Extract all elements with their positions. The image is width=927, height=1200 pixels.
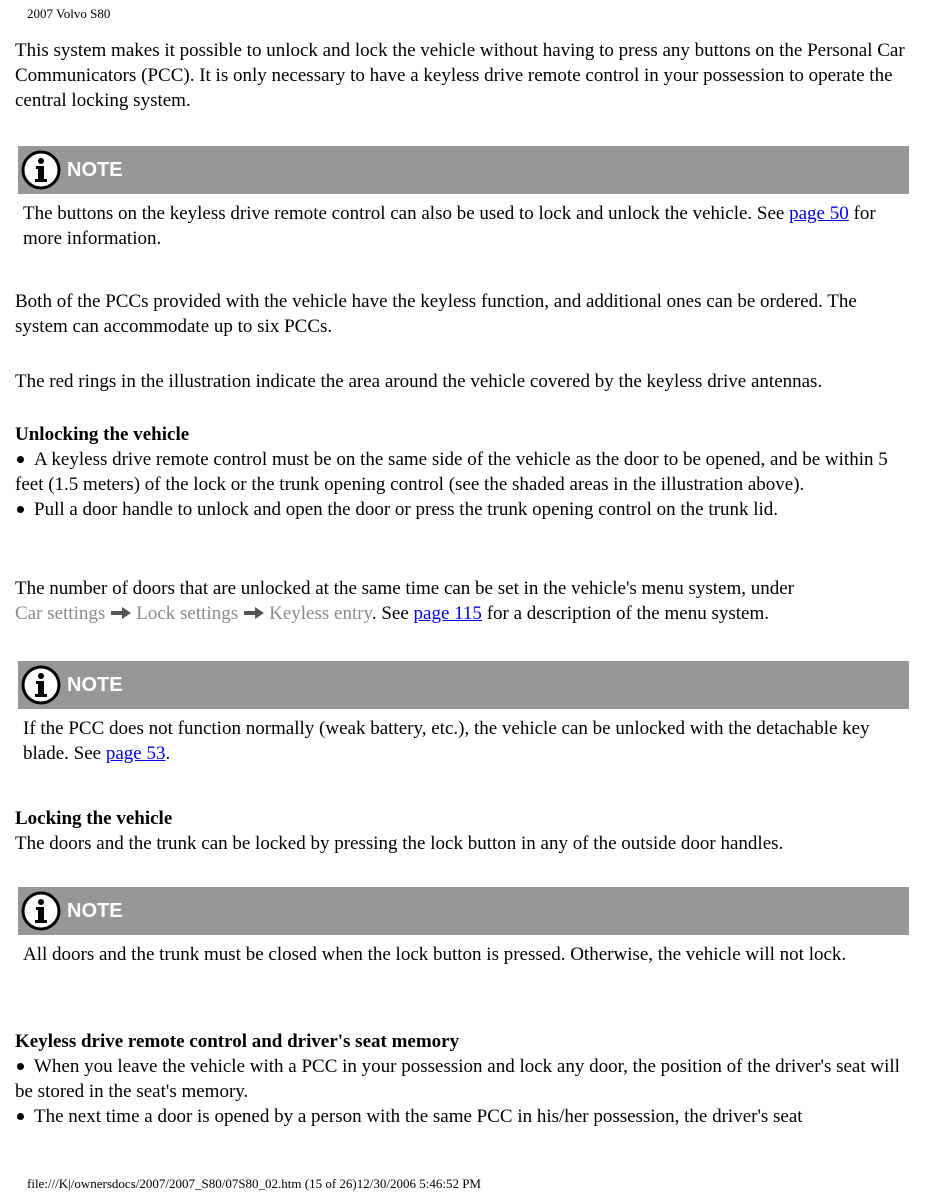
- arrow-right-icon: [244, 607, 264, 619]
- menu-path-item: Keyless entry: [269, 603, 372, 624]
- note-label: NOTE: [67, 159, 123, 181]
- note-bar: [18, 146, 909, 194]
- bullet-icon: [17, 1113, 24, 1120]
- note-bar: [18, 887, 909, 935]
- list-item: Pull a door handle to unlock and open the door or press the trunk opening control on the trunk lid.: [15, 497, 913, 522]
- info-icon: [21, 665, 61, 705]
- page-link[interactable]: page 50: [789, 203, 849, 224]
- doors-paragraph: The number of doors that are unlocked at the same time can be set in the vehicle's menu system, under Car settings Lock settings Keyless entry. See page 115 for a description of the menu system.: [15, 578, 795, 624]
- section-heading: Locking the vehicle: [15, 808, 173, 829]
- section-heading: Keyless drive remote control and driver's seat memory: [15, 1031, 460, 1052]
- page-footer-path: file:///K|/ownersdocs/2007/2007_S80/07S80_02.htm (15 of 26)12/30/2006 5:46:52 PM: [27, 1176, 481, 1191]
- menu-path-item: Car settings: [15, 603, 106, 624]
- memory-section: [15, 1029, 913, 1129]
- arrow-right-icon: [111, 607, 131, 619]
- note-bar: [18, 661, 909, 709]
- bullet-icon: [17, 456, 24, 463]
- list-item: A keyless drive remote control must be on the same side of the vehicle as the door to be opened, and be within 5 feet (1.5 meters) of the lock or the trunk opening control (see the shaded areas in the illustration above).: [15, 449, 888, 495]
- page-link[interactable]: page 115: [413, 603, 482, 624]
- note-label: NOTE: [67, 674, 123, 696]
- rings-paragraph: The red rings in the illustration indicate the area around the vehicle covered by the keyless drive antennas.: [15, 371, 823, 392]
- list-item: The next time a door is opened by a person with the same PCC in his/her possession, the driver's seat: [15, 1104, 913, 1129]
- list-item: When you leave the vehicle with a PCC in your possession and lock any door, the position of the driver's seat will be stored in the seat's memory.: [15, 1056, 900, 1102]
- bullet-icon: [17, 506, 24, 513]
- locking-text: The doors and the trunk can be locked by pressing the lock button in any of the outside door handles.: [15, 833, 784, 854]
- note-text: The buttons on the keyless drive remote control can also be used to lock and unlock the vehicle. See page 50 for more information.: [23, 203, 876, 249]
- note-label: NOTE: [67, 900, 123, 922]
- locking-section: [15, 806, 913, 856]
- unlocking-section: [15, 422, 913, 522]
- pccs-paragraph: Both of the PCCs provided with the vehicle have the keyless function, and additional ones can be ordered. The system can accommodate up to six PCCs.: [15, 291, 857, 337]
- bullet-icon: [17, 1063, 24, 1070]
- info-icon: [21, 891, 61, 931]
- page-link[interactable]: page 53: [105, 743, 166, 764]
- note-text: All doors and the trunk must be closed when the lock button is pressed. Otherwise, the vehicle will not lock.: [23, 944, 847, 965]
- intro-paragraph: This system makes it possible to unlock and lock the vehicle without having to press any buttons on the Personal Car Communicators (PCC). It is only necessary to have a keyless drive remote control in your possession to operate the central locking system.: [15, 40, 905, 111]
- note-text: If the PCC does not function normally (weak battery, etc.), the vehicle can be unlocked with the detachable key blade. See page 53.: [23, 718, 870, 764]
- section-heading: Unlocking the vehicle: [15, 424, 190, 445]
- menu-path-item: Lock settings: [136, 603, 239, 624]
- page-header-title: 2007 Volvo S80: [27, 6, 111, 21]
- info-icon: [21, 150, 61, 190]
